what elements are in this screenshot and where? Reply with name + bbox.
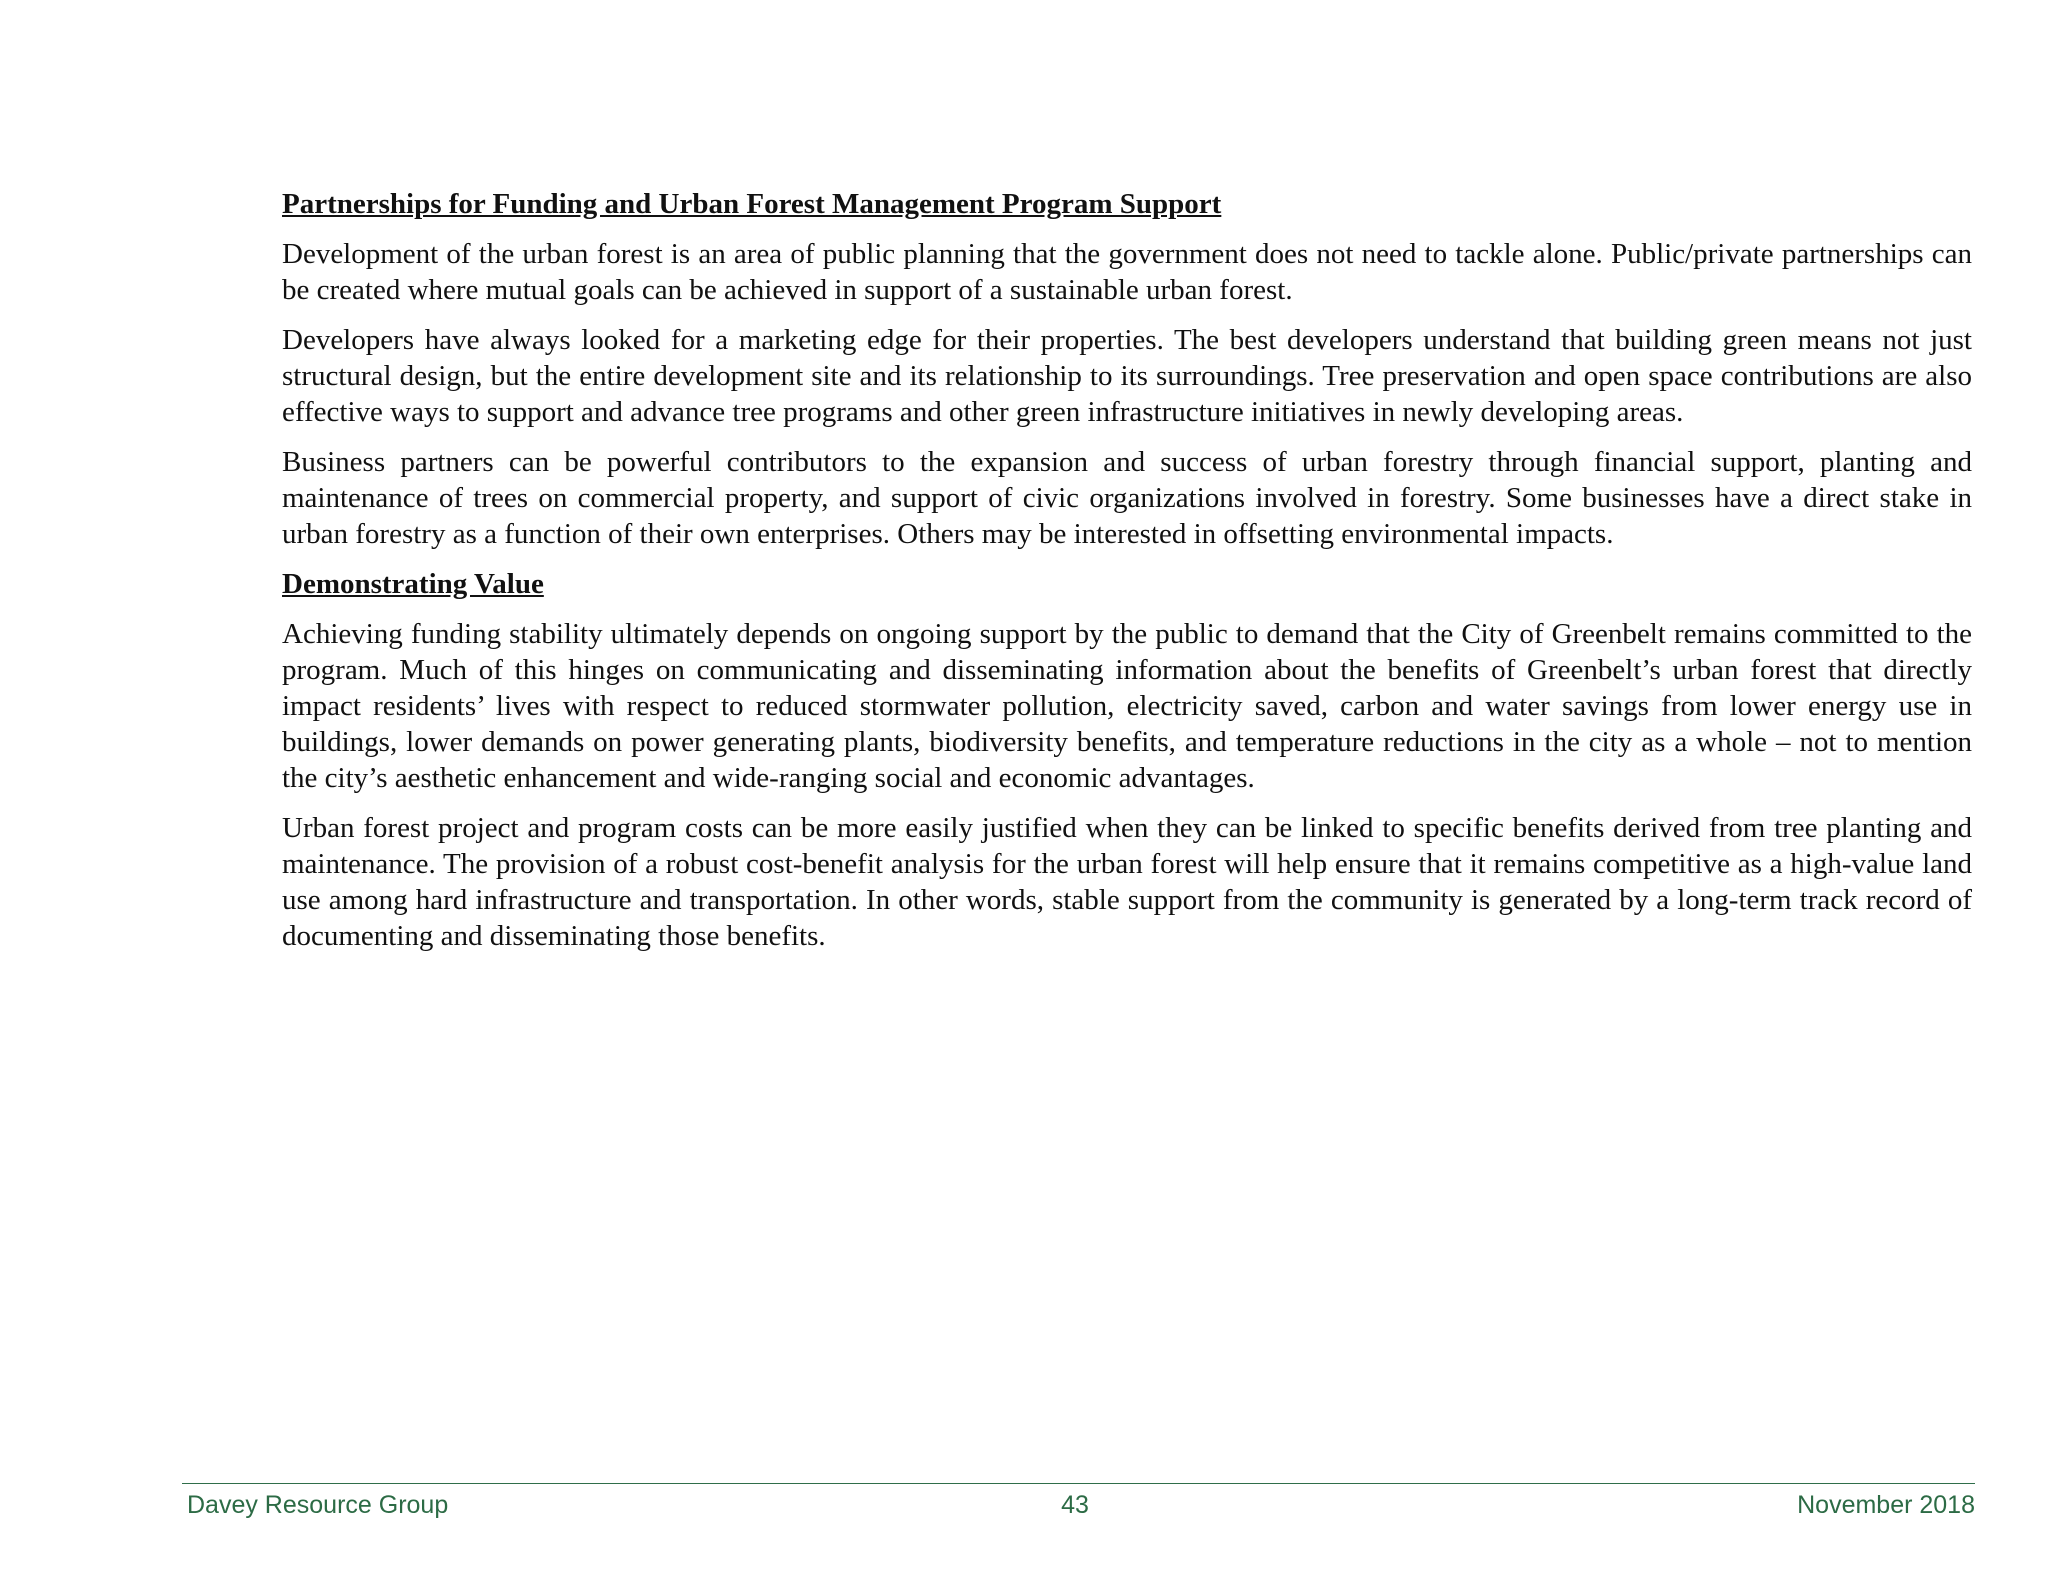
paragraph-cost-benefit: Urban forest project and program costs can be more easily justified when they can be linked to specific benefits derived from tree planting and maintenance. The provision of a robust cost-benefit analysis for the urban forest will help ensure that it remains competitive as a high-value land use among hard infrastructure and transportation. In other words, stable support from the community is generated by a long-term track record of documenting and disseminating those benefits. (282, 812, 1972, 952)
footer-date: November 2018 (1797, 1491, 1975, 1519)
paragraph-business-partners: Business partners can be powerful contributors to the expansion and success of urban forestry through financial support, planting and maintenance of trees on commercial property, and support of civic organizations involved in forestry. Some businesses have a direct stake in urban forestry as a function of their own enterprises. Others may be interested in offsetting environmental impacts. (282, 446, 1972, 550)
paragraph-developers: Developers have always looked for a marketing edge for their properties. The best developers understand that building green means not just structural design, but the entire development site and its relationship to its surroundings. Tree preservation and open space contributions are also effective ways to support and advance tree programs and other green infrastructure initiatives in newly developing areas. (282, 324, 1972, 428)
section-heading-demonstrating-value: Demonstrating Value (282, 568, 544, 600)
section-heading-partnerships: Partnerships for Funding and Urban Forest Management Program Support (282, 188, 1222, 220)
paragraph-public-private: Development of the urban forest is an area of public planning that the government does not need to tackle alone. Public/private partnerships can be created where mutual goals can be achieved in support of a sustainable urban forest. (282, 238, 1972, 306)
footer-page-number: 43 (1061, 1491, 1089, 1519)
footer-divider (182, 1483, 1975, 1484)
footer-organization: Davey Resource Group (187, 1491, 449, 1519)
paragraph-funding-stability: Achieving funding stability ultimately depends on ongoing support by the public to demand that the City of Greenbelt remains committed to the program. Much of this hinges on communicating and disseminating information about the benefits of Greenbelt’s urban forest that directly impact residents’ lives with respect to reduced stormwater pollution, electricity saved, carbon and water savings from lower energy use in buildings, lower demands on power generating plants, biodiversity benefits, and temperature reductions in the city as a whole – not to mention the city’s aesthetic enhancement and wide-ranging social and economic advantages. (282, 618, 1972, 794)
document-body (282, 186, 1972, 968)
